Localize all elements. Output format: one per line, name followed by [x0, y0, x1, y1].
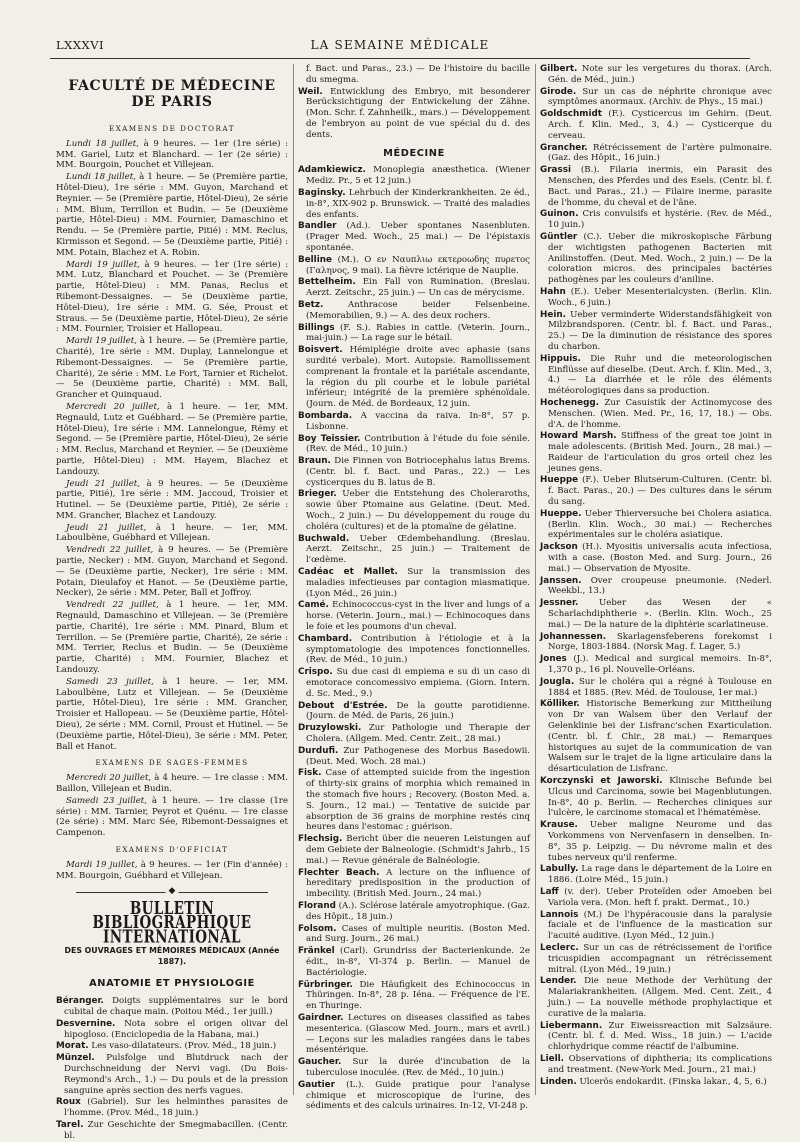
- author-name: Bandler: [298, 221, 337, 232]
- bibliography-entry: [298, 221, 530, 253]
- ornament-diamond: ◆: [166, 886, 179, 897]
- entry-text: La rage dans le département de la Loire en 1886. (Loire Méd., 15 juin.): [548, 864, 772, 886]
- author-name: Linden.: [540, 1076, 577, 1087]
- exam-date: Mercredi 20 juillet,: [66, 401, 160, 412]
- entry-text: Cases of multiple neuritis. (Boston Med. and Surg. Journ., 26 mai.): [306, 923, 530, 945]
- bibliography-entry: [540, 287, 772, 309]
- bibliography-entry: [56, 996, 288, 1018]
- bibliography-entry: [540, 632, 772, 654]
- section-medecine: MÉDECINE: [383, 147, 445, 159]
- entry-text: Bericht über die neueren Leistungen auf dem Gebiete der Balneologie. (Schmidt's Jahrb., 15 mai.) — Revue générale de Balnéologie.: [306, 834, 530, 866]
- author-name: Liebermann.: [540, 1020, 603, 1031]
- author-name: Desvernine.: [56, 1018, 116, 1029]
- entry-text: Zur Pathologie und Therapie der Cholera. (Allgem. Med. Centr. Zeit., 28 mai.): [306, 723, 530, 745]
- entry-text: (A.). Sclérose latérale amyotrophique. (Gaz. des Hôpit., 18 juin.): [306, 900, 531, 922]
- exam-entry: [56, 172, 288, 258]
- entry-text: Nota sobre el origen olivar del hipogloso. (Enciclopedia de la Habana, mai.): [64, 1018, 288, 1040]
- entry-text: Sur un cas de néphrite chronique avec symptômes anormaux. (Archiv. de Phys., 15 mai.): [548, 86, 772, 108]
- bibliography-entry: [298, 87, 530, 141]
- exam-entry: [56, 600, 288, 676]
- entry-text: Note sur les vergetures du thorax. (Arch. Gén. de Méd., juin.): [548, 64, 772, 85]
- exam-entry: [56, 260, 288, 336]
- running-title: LA SEMAINE MÉDICALE: [310, 38, 490, 52]
- exam-entry: [56, 545, 288, 599]
- author-name: Grassi: [540, 165, 571, 176]
- bibliography-entry: [298, 456, 530, 488]
- bibliography-entry: [540, 943, 772, 975]
- doctorat-list: [56, 139, 288, 753]
- page-header: [50, 38, 750, 58]
- bibliography-entry: [540, 143, 772, 165]
- entry-text: Ueber Œdembehandlung. (Breslau. Aerzt. Zeitschr., 25 juin.) — Traitement de l'œdème.: [306, 533, 530, 566]
- exam-date: Vendredi 22 juillet,: [66, 545, 154, 556]
- author-name: Gairdner.: [298, 1012, 344, 1023]
- entry-text: Observations of diphtheria; its complications and treatment. (New-York Med. Journ., 21 mai.): [548, 1053, 772, 1075]
- exam-entry: [56, 796, 288, 839]
- author-name: Camé.: [298, 600, 329, 611]
- author-name: Fränkel: [298, 946, 335, 957]
- bibliography-entry: [298, 567, 530, 599]
- author-name: Boisvert.: [298, 345, 343, 356]
- exam-entry: [56, 479, 288, 522]
- exam-entry: [56, 523, 288, 545]
- entry-text: (Ad.). Ueber spontanes Nasenbluten. (Prager Med. Woch., 25 mai.) — De l'épistaxis spontanée.: [306, 221, 530, 253]
- exam-date: Vendredi 22 juillet,: [66, 600, 159, 611]
- entry-text: (Carl). Grundriss der Bacterienkunde. 2e édit., in-8°, VI-374 p. Berlin. — Manuel de Bactériologie.: [306, 946, 530, 978]
- continued-entries: [298, 64, 530, 141]
- bibliography-entry: [540, 1021, 772, 1053]
- author-name: Lannois: [540, 909, 579, 920]
- exam-entry: [56, 336, 288, 401]
- exam-date: Mardi 19 juillet,: [66, 859, 138, 870]
- author-name: Janssen.: [540, 575, 582, 586]
- entry-text: f. Bact. und Paras., 23.) — De l'histoire du bacille du smegma.: [306, 64, 530, 85]
- bulletin-title: BULLETIN BIBLIOGRAPHIQUE INTERNATIONAL: [92, 898, 252, 948]
- author-name: Guinon.: [540, 209, 579, 220]
- section-anatomie: ANATOMIE ET PHYSIOLOGIE: [89, 978, 255, 990]
- author-name: Hueppe.: [540, 508, 582, 519]
- exam-text: à 1 heure. — 1er, MM. Laboulbène, Guébhard et Villejean.: [56, 522, 288, 544]
- bibliography-entry: [298, 834, 530, 866]
- entry-text: Sur la transmission des maladies infectieuses par contagion miasmatique. (Lyon Méd., 26 juin.): [306, 567, 530, 599]
- bibliography-entry: [540, 209, 772, 231]
- author-name: Jessner.: [540, 598, 579, 609]
- author-name: Hein.: [540, 309, 566, 320]
- bibliography-entry: [56, 1097, 288, 1119]
- author-name: Morat.: [56, 1041, 89, 1052]
- entry-text: Contribution à l'étiologie et à la symptomatologie des impotences fonctionnelles. (Rev. de Méd., 10 juin.): [306, 633, 530, 666]
- exam-date: Mardi 19 juillet,: [66, 259, 140, 270]
- author-name: Kölliker.: [540, 699, 580, 710]
- author-name: Jackson: [540, 542, 578, 553]
- bibliography-entry: [298, 1080, 530, 1112]
- entry-text: (M.) De l'hypéracousie dans la paralysie faciale et de l'influence de la mastication sur l'acuité auditive. (Lyon Méd., 12 juin.): [548, 909, 772, 942]
- author-name: Flechsig.: [298, 834, 343, 845]
- entry-text: Zur Eiweissreaction mit Salzsäure. (Centr. bl. f. d. Med. Wiss., 18 juin.) — L'acide chlorhydrique comme réactif de l'albumine.: [548, 1020, 772, 1053]
- exam-text: à 9 heures. — 1er (Fin d'année) : MM. Bourgoin, Guébhard et Villejean.: [56, 859, 288, 881]
- entry-text: Cris convulsifs et hystérie. (Rev. de Méd., 10 juin.): [548, 209, 772, 231]
- author-name: Lender.: [540, 976, 577, 987]
- author-name: Cadéac et Mallet.: [298, 567, 398, 578]
- bibliography-entry: [540, 910, 772, 942]
- bibliography-entry: [540, 864, 772, 886]
- bibliography-entry: [540, 354, 772, 397]
- sages-femmes-list: [56, 773, 288, 839]
- entry-text: (J.). Medical and surgical memoirs. In-8°, 1,370 p., 16 pl. Nouvelle-Orléans.: [548, 654, 772, 676]
- author-name: Debout d'Estrée.: [298, 700, 388, 711]
- entry-text: Die Häufigkeit des Echinococcus in Thüringen. In-8°, 28 p. Iéna. — Fréquence de l'E. en Thuringe.: [306, 979, 530, 1012]
- author-name: Florand: [298, 900, 336, 911]
- medecine-list-continued: [540, 64, 772, 1087]
- entry-text: (C.). Ueber die mikroskopische Färbung der wichtigsten pathogenen Bacterien mit Anilinstoffen. (Deut. Med. Woch., 2 juin.) — De la coloration micros. des principales bactéries pathogènes par les couleurs d'aniline.: [548, 231, 772, 286]
- author-name: Adamkiewicz.: [298, 165, 366, 176]
- entry-text: Anthracose beider Felsenbeine. (Memorabilien, 9.) — A. des deux rochers.: [306, 299, 530, 321]
- medecine-list: [298, 165, 530, 1112]
- bibliography-entry: [540, 431, 772, 474]
- exam-date: Mercredi 20 juillet,: [66, 773, 152, 784]
- entry-text: (F.). Ueber Blutserum-Culturen. (Centr. bl. f. Bact. Paras., 20.) — Des cultures dans le sérum du sang.: [548, 475, 772, 508]
- bibliography-entry: [298, 1013, 530, 1056]
- author-name: Brieger.: [298, 489, 337, 500]
- exam-text: à 1 heure. — 5e (Première partie, Charité), 1re série : MM. Duplay, Lannelongue et Ribemont-Dessaignes. — 5e (Première partie, Charité), 2e série : MM. Le Fort, Tarnier et Richelot. — 5e (Deuxième partie, Charité) : MM. Ball, Grancher et Quinquaud.: [56, 336, 288, 401]
- bibliography-entry: [540, 776, 772, 819]
- bibliography-entry: [298, 980, 530, 1012]
- entry-text: Su due casi di empiema e su di un caso di emotorace concomessivo empiema. (Giorn. Intern. d. Sc. Med., 9.): [306, 667, 530, 699]
- entry-text: Doigts supplémentaires sur le bord cubital de chaque main. (Poitou Méd., 1er juill.): [64, 996, 288, 1017]
- bibliography-entry: [56, 1041, 288, 1052]
- entry-text: Hémiplégie droite avec aphasie (sans surdité verbale). Mort. Autopsie. Ramollissement comprenant la frontale et la pariétale ascendante, la région du pli courbe et le lobule pariétal inférieur; intégrité de la première sphénoïdale. (Journ. de Méd. de Bordeaux, 12 juin.: [306, 345, 530, 410]
- entry-text: Die Finnen von Botriocephalus latus Brems. (Centr. bl. f. Bact. und Paras., 22.) — Les cysticerques du B. latus de B.: [306, 456, 530, 488]
- entry-text: (F.). Cysticercus im Gehirn. (Deut. Arch. f. Klin. Med., 3, 4.) — Cysticerque du cerveau.: [548, 109, 772, 141]
- author-name: Hahn: [540, 286, 566, 297]
- entry-text: Pulsfolge und Blutdruck nach der Durchschneidung der Nervi vagi. (Du Bois-Reymond's Arch., 1.) — Du pouls et de la pression sanguine après section des nerfs vagues.: [64, 1053, 288, 1096]
- author-name: Betz.: [298, 299, 324, 310]
- bibliography-entry: [540, 475, 772, 507]
- author-name: Labully.: [540, 864, 579, 875]
- author-name: Tarel.: [56, 1119, 84, 1130]
- author-name: Gaucher.: [298, 1057, 342, 1068]
- exam-text: à 4 heure. — 1re classe : MM. Baillon, Villejean et Budin.: [56, 773, 288, 795]
- bibliography-entry: [540, 310, 772, 353]
- author-name: Bombarda.: [298, 410, 353, 421]
- column-divider: [535, 64, 536, 1095]
- bibliography-entry: [298, 946, 530, 978]
- entry-text: Die Ruhr und die meteorologischen Einflüsse auf dieselbe. (Deut. Arch. f. Klin. Med., 3, 4.) — La diarrhée et le rôle des éléments météorologiques dans sa production.: [548, 353, 772, 397]
- entry-text: Ueber verminderte Widerstandsfähigkeit von Milzbrandsporen. (Centr. bl. f. Bact. und Paras., 25.) — De la diminution de résistance des spores du charbon.: [548, 309, 772, 352]
- column-divider: [293, 64, 294, 1095]
- bibliography-entry: [56, 1019, 288, 1041]
- entry-text: Zur Pathogenese des Morbus Basedowii. (Deut. Med. Woch. 28 mai.): [306, 745, 530, 767]
- entry-text: Sur la durée d'incubation de la tuberculose inoculée. (Rev. de Méd., 10 juin.): [306, 1057, 530, 1078]
- bibliography-entry: [298, 188, 530, 220]
- entry-text: (Gabriel). Sur les helminthes parasites de l'homme. (Prov. Méd., 18 juin.): [64, 1097, 288, 1119]
- bibliography-entry: [540, 398, 772, 430]
- author-name: Grancher.: [540, 142, 588, 153]
- author-name: Liell.: [540, 1053, 564, 1064]
- exam-entry: [56, 860, 288, 882]
- entry-text: Stiffness of the great toe joint in male adolescents. (British Med. Journ., 28 mai.) — Raideur de l'articulation du gros orteil chez les jeunes gens.: [548, 431, 772, 474]
- bibliography-entry: [540, 820, 772, 863]
- entry-text: (F. S.). Rabies in cattle. (Veterin. Journ., mai-juin.) — La rage sur le bétail.: [306, 322, 530, 344]
- entry-text: Contribution à l'étude du foie sénile. (Rev. de Méd., 10 juin.): [306, 433, 530, 455]
- entry-text: Rétrécissement de l'artère pulmonaire. (Gaz. des Hôpit., 16 juin.): [548, 142, 772, 164]
- exam-entry: [56, 402, 288, 478]
- bibliography-entry: [298, 634, 530, 666]
- exam-date: Jeudi 21 juillet,: [66, 522, 147, 533]
- bibliography-entry: [298, 746, 530, 768]
- bibliography-entry: [540, 598, 772, 630]
- author-name: Girode.: [540, 86, 577, 97]
- author-name: Gilbert.: [540, 64, 578, 74]
- entry-text: A vaccina da raiva. In-8°, 57 p. Lisbonne.: [306, 410, 530, 432]
- bibliography-entry: [298, 1057, 530, 1079]
- bibliography-entry: [298, 434, 530, 456]
- page-number: LXXXVI: [56, 38, 105, 52]
- bibliography-entry: [298, 165, 530, 187]
- bibliography-entry: [540, 87, 772, 109]
- bibliography-entry: [540, 64, 772, 86]
- entry-text: Ulcerös endokardit. (Finska lakar., 4, 5, 6.): [576, 1076, 767, 1087]
- bibliography-entry: [298, 345, 530, 410]
- bibliography-entry: [298, 768, 530, 833]
- author-name: Braun.: [298, 456, 331, 467]
- author-name: Flechter Beach.: [298, 867, 380, 878]
- faculty-title: FACULTÉ DE MÉDECINE DE PARIS: [68, 78, 276, 110]
- author-name: Weil.: [298, 86, 323, 97]
- entry-text: (M.). Ο εν Ναυπλιω εκτεροωδης πυρετος (Γαληνος, 9 mai). La fièvre ictérique de Nauplie.: [306, 254, 530, 276]
- entry-text: Ueber Thierversuche bei Cholera asiatica. (Berlin. Klin. Woch., 30 mai.) — Recherches expérimentales sur le choléra asiatique.: [548, 508, 772, 541]
- author-name: Hochenegg.: [540, 397, 600, 408]
- entry-text: (E.). Ueber Mesenterialcysten. (Berlin. Klin. Woch., 6 juin.): [548, 286, 772, 308]
- section-officiat: EXAMENS D'OFFICIAT: [115, 845, 229, 854]
- exam-date: Mardi 19 juillet,: [66, 336, 137, 347]
- author-name: Jones: [540, 654, 567, 665]
- entry-text: Ein Fall von Rumination. (Breslau. Aerzt. Zeitschr., 25 juin.) — Un cas de mérycisme.: [306, 277, 530, 299]
- author-name: Belline: [298, 254, 332, 265]
- author-name: Bettelheim.: [298, 277, 356, 288]
- author-name: Fürbringer.: [298, 979, 353, 990]
- exam-text: à 1 heure. — 1er, MM. Laboulbène, Lutz et Villejean. — 5e (Deuxième partie, Hôtel-Dieu), 1re série : MM. Grancher, Troisier et Hallopeau. — 5e (Deuxième partie, Hôtel-Dieu), 2e série : MM. Cornil, Proust et Hutinel. — 5e (Deuxième partie, Hôtel-Dieu), 3e série : MM. Peter, Ball et Hanot.: [56, 676, 288, 752]
- entry-text: Die neue Methode der Verhütung der Malariakrankheiten. (Allgem. Med. Cent. Zeit., 4 juin.) — La nouvelle méthode prophylactique et curative de la malaria.: [548, 976, 772, 1019]
- author-name: Billings: [298, 322, 335, 333]
- entry-text: Ueber die Entstehung des Choleraroths, sowie über Ptomaine aus Gelatine. (Deut. Med. Woch., 2 juin.) — Du développement du rouge du choléra (cultures) et de la ptomaïne de gélatine.: [306, 489, 530, 532]
- bibliography-entry: [298, 901, 530, 923]
- entry-text: (L.). Guide pratique pour l'analyse chimique et microscopique de l'urine, des sédiments et des calculs urinaires. In-12, VI-248 p.: [306, 1079, 530, 1112]
- author-name: Hueppe: [540, 475, 579, 486]
- author-name: Goldschmidt: [540, 109, 602, 120]
- entry-text: Ueber maligne Neurome und das Vorkommens von Nervenfasern in denselben. In-8°, 35 p. Leipzig. — Du névrome malin et des tubes nerveux qu'il renferme.: [548, 820, 772, 863]
- exam-text: à 1 heure. — 1er, MM. Regnauld, Lutz et Guébhard. — 5e (Première partie, Hôtel-Dieu), 1re série : MM. Lannelongue, Rémy et Segond. — 5e (Première partie, Hôtel-Dieu), 2e série : MM. Reclus, Marchand et Reynier. — 5e (Deuxième partie, Hôtel-Dieu) : MM. Hayem, Blachez et Landouzy.: [56, 401, 288, 477]
- author-name: Johannessen.: [540, 631, 607, 642]
- bibliography-entry: [540, 1077, 772, 1088]
- bibliography-entry: [540, 1054, 772, 1076]
- bibliography-entry: [540, 654, 772, 676]
- exam-entry: [56, 677, 288, 753]
- entry-text: Monoplegia anæsthetica. (Wiener Mediz. Pr., 5 et 12 juin.): [306, 165, 530, 187]
- exam-text: à 9 heures. — 5e (Deuxième partie, Pitié), 1re série : MM. Jaccoud, Troisier et Hutinel. — 5e (Deuxième partie, Pitié), 2e série : MM. Grancher, Blachez et Landouzy.: [56, 478, 288, 521]
- column-1: [56, 64, 288, 1141]
- bibliography-entry: [56, 1053, 288, 1096]
- entry-text: (B.). Filaria inermis, ein Parasit des Menschen, des Pferdes und des Esels. (Centr. bl. f. Bact. und Paras., 21.) — Filaire inerme, parasite de l'homme, du cheval et de l'âne.: [548, 165, 772, 208]
- author-name: Baginsky.: [298, 187, 346, 198]
- bibliography-entry: [298, 323, 530, 345]
- entry-text: Skarlagensfeberens forekomst i Norge, 1803-1884. (Norsk Mag. f. Lager, 5.): [548, 631, 772, 653]
- bibliography-entry: [540, 976, 772, 1019]
- exam-entry: [56, 773, 288, 795]
- author-name: Jougla.: [540, 676, 575, 687]
- bibliography-entry: [298, 667, 530, 699]
- author-name: Hippuis.: [540, 353, 581, 364]
- exam-text: à 1 heure. — 1re classe (1re série) : MM. Tarnier, Peyrot et Quénu. — 1re classe (2e série) : MM. Marc Sée, Ribemont-Dessaignes et Campenon.: [56, 795, 288, 839]
- bibliography-entry: [540, 887, 772, 909]
- bibliography-entry: [540, 677, 772, 699]
- author-name: Güntler: [540, 231, 578, 242]
- author-name: Howard Marsh.: [540, 431, 617, 442]
- author-name: Münzel.: [56, 1053, 95, 1064]
- author-name: Buchwald.: [298, 533, 350, 544]
- header-rule: [50, 58, 750, 59]
- entry-text: Historische Bemerkung zur Mittheilung von Dr van Walsem über den Verlauf der Gelenklinie bei der Lisfranc'schen Exarticulation. (Centr. bl. f. Chir., 28 mai.) — Remarques historiques au sujet de la communication de van Walsem sur le trajet de la ligne articulaire dans la désarticulation de Lisfranc.: [548, 699, 772, 775]
- bibliography-entry: [298, 277, 530, 299]
- author-name: Gautier: [298, 1079, 335, 1090]
- exam-date: Lundi 18 juillet,: [66, 138, 139, 149]
- bibliography-entry: [298, 255, 530, 277]
- bibliography-entry: [540, 542, 772, 574]
- bulletin-subtitle: DES OUVRAGES ET MÉMOIRES MÉDICAUX (Année 1887).: [64, 945, 280, 966]
- author-name: Boy Teissier.: [298, 433, 361, 444]
- author-name: Laff: [540, 886, 559, 897]
- exam-text: à 1 heure. — 1er, MM. Regnauld, Damaschino et Villejean. — 3e (Première partie, Charité), 1re série : MM. Pinard, Blum et Terrillon. — 5e (Première partie, Charité), 2e série : MM. Terrier, Reclus et Budin. — 5e (Deuxième partie, Charité) : MM. Fournier, Blachez et Landouzy.: [56, 600, 288, 676]
- author-name: Durdufi.: [298, 745, 339, 756]
- exam-text: à 1 heure. — 5e (Première partie, Hôtel-Dieu), 1re série : MM. Guyon, Marchand et Reynier. — 5e (Première partie, Hôtel-Dieu), 2e série : MM. Blum, Terrillon et Budin. — 5e (Deuxième partie, Hôtel-Dieu) : MM. Fournier, Damaschino et Rendu. — 5e (Première partie, Pitié) : MM. Reclus, Kirmisson et Segond. — 5e (Deuxième partie, Pitié) : MM. Potain, Blachez et A. Robin.: [56, 172, 288, 258]
- bibliography-entry: [540, 576, 772, 598]
- bibliography-entry: [540, 232, 772, 286]
- author-name: Fisk.: [298, 768, 322, 779]
- author-name: Crispo.: [298, 667, 333, 678]
- bibliography-entry: [298, 489, 530, 532]
- entry-text: Klinische Befunde bei Ulcus und Carcinoma, sowie bei Magenblutungen. In-8°, 40 p. Berlin. — Recherches cliniques sur l'ulcère, le carcinome stomacal et l'hématémèse.: [548, 776, 772, 819]
- entry-text: (v. der). Ueber Proteïden oder Amoeben bei Variola vera. (Mon. heft f. prakt. Dermat., 10.): [548, 886, 772, 908]
- entry-text: (H.). Myositis universalis acuta infectiosa, with a case. (Boston Med. and Surg. Journ., 26 mai.) — Observation de Myosite.: [548, 542, 772, 574]
- entry-text: Echinococcus-cyst in the liver and lungs of a horse. (Veterin. Journ., mai.) — Echinocoques dans le foie et les poumons d'un cheval.: [306, 600, 530, 633]
- exam-date: Lundi 18 juillet,: [66, 172, 136, 183]
- bibliography-entry: [298, 534, 530, 566]
- author-name: Roux: [56, 1097, 81, 1108]
- author-name: Leclerc.: [540, 942, 579, 953]
- author-name: Korczynski et Jaworski.: [540, 776, 663, 786]
- entry-text: Over croupeuse pneumonie. (Nederl. Weekbl., 13.): [548, 575, 772, 597]
- author-name: Folsom.: [298, 923, 337, 934]
- entry-text: De la goutte parotidienne. (Journ. de Méd. de Paris, 26 juin.): [306, 700, 530, 722]
- author-name: Druzylowski.: [298, 723, 362, 734]
- author-name: Chambard.: [298, 633, 353, 644]
- exam-date: Samedi 23 juillet,: [66, 795, 147, 806]
- column-2: [298, 64, 531, 1112]
- officiat-list: [56, 860, 288, 882]
- entry-text: Lehrbuch der Kinderkrankheiten. 2e éd., in-8°, XIX-902 p. Brunswick. — Traité des maladies des enfants.: [306, 187, 530, 220]
- bibliography-entry: [540, 699, 772, 775]
- bibliography-entry: [56, 1120, 288, 1142]
- exam-text: à 9 heures. — 5e (Première partie, Necker) : MM. Guyon, Marchand et Segond. — 5e (Deuxième partie, Necker), 1re série : MM. Potain, Dieulafoy et Hanot. — 5e (Deuxième partie, Necker), 2e série : MM. Peter, Ball et Joffroy.: [56, 545, 288, 599]
- bibliography-entry: [298, 701, 530, 723]
- entry-text: Zur Geschichte der Smegmabacillen. (Centr. bl.: [64, 1119, 288, 1141]
- entry-text: Zur Casuistik der Actinomycose des Menschen. (Wien. Med. Pr., 16, 17, 18.) — Obs. d'A. de l'homme.: [548, 397, 772, 430]
- section-doctorat: EXAMENS DE DOCTORAT: [108, 124, 236, 133]
- entry-text: Les vaso-dilatateurs. (Prov. Méd., 18 juin.): [88, 1041, 277, 1052]
- entry-text: Lectures on diseases classified as tabes mesenterica. (Glascow Med. Journ., mars et avril.) — Leçons sur les maladies rangées dans le tabes mésentérique.: [306, 1012, 530, 1056]
- bibliography-entry: [540, 165, 772, 208]
- bibliography-entry: [298, 600, 530, 632]
- bibliography-entry: [298, 868, 530, 900]
- author-name: Béranger.: [56, 996, 104, 1007]
- bibliography-entry: [298, 300, 530, 322]
- bibliography-entry: [298, 64, 530, 86]
- entry-text: Sur un cas de rétrécissement de l'orifice tricuspidien accompagnant un rétrécissement mitral. (Lyon Méd., 19 juin.): [548, 942, 772, 975]
- section-sages-femmes: EXAMENS DE SAGES-FEMMES: [95, 758, 249, 768]
- bibliography-entry: [298, 924, 530, 946]
- bibliography-entry: [298, 723, 530, 745]
- entry-text: Case of attempted suicide from the ingestion of thirty-six grains of morphia which remained in the stomach five hours ; Recovery. (Boston Med. a. S. Journ., 12 mai.) — Tentative de suicide par absorption de 36 grains de morphine restés cinq heures dans l'estomac ; guérison.: [306, 768, 530, 833]
- anatomie-list: [56, 996, 288, 1141]
- column-3: [540, 64, 772, 1095]
- bibliography-entry: [540, 109, 772, 141]
- exam-text: à 9 heures. — 1er (1re série) : MM. Gariel, Lutz et Blanchard. — 1er (2e série) : MM. Bourgoin, Pouchet et Villejean.: [56, 138, 288, 171]
- exam-text: à 9 heures. — 1er (1re série) : MM. Lutz, Blanchard et Pouchet. — 3e (Première partie, Hôtel-Dieu) : MM. Panas, Reclus et Ribemont-Dessaignes. — 5e (Deuxième partie, Hôtel-Dieu), 1re série : MM. G. Sée, Proust et Straus. — 5e (Deuxième partie, Hôtel-Dieu), 2e série : MM. Fournier, Troisier et Hallopeau.: [56, 259, 288, 335]
- bibliography-entry: [298, 411, 530, 433]
- entry-text: A lecture on the influence of hereditary predisposition in the production of imbecility. (British Med. Journ., 24 mai.): [306, 867, 530, 900]
- exam-entry: [56, 139, 288, 171]
- entry-text: Ueber das Wesen der « Scharlachdiphtherie ». (Berlin. Klin. Woch., 25 mai.) — De la nature de la diphtérie scarlatineuse.: [548, 598, 772, 630]
- author-name: Krause.: [540, 820, 578, 831]
- entry-text: Sur le choléra qui a régné à Toulouse en 1884 et 1885. (Rev. Méd. de Toulouse, 1er mai.): [548, 676, 772, 698]
- bibliography-entry: [540, 509, 772, 541]
- entry-text: Entwicklung des Embryo, mit besonderer Berücksichtigung der Entwickelung der Zähne. (Mon. Schr. f. Zahnheilk., mars.) — Développement de l'embryon au point de vue spécial du d. des dents.: [306, 86, 530, 140]
- exam-date: Jeudi 21 juillet,: [66, 478, 140, 489]
- exam-date: Samedi 23 juillet,: [66, 676, 154, 687]
